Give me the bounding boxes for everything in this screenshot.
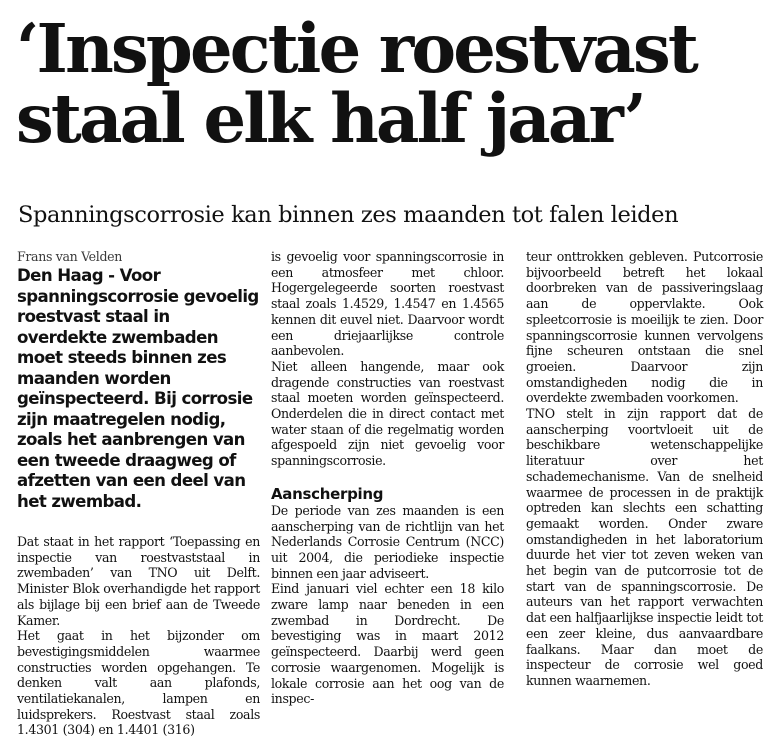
body-paragraph: Dat staat in het rapport ‘Toepassing en inspectie van roestvaststaal in zwembaden’ van TNO uit Delft. Minister Blok overhandigde het rapport als bijlage bij een brief aan de Tweede Kamer. (17, 534, 260, 628)
body-paragraph: Niet alleen hangende, maar ook dragende constructies van roestvast staal moeten worden geïnspecteerd. Onderdelen die in direct contact met water staan of die regelmatig worden afgespoeld zijn niet gevoelig voor spanningscorrosie. (271, 358, 504, 469)
body-paragraph: De periode van zes maanden is een aanscherping van de richtlijn van het Nederlands Corrosie Centrum (NCC) uit 2004, die periodieke inspectie binnen een jaar adviseert. (271, 502, 504, 581)
lead-paragraph (17, 266, 260, 512)
body-paragraph: is gevoelig voor spanningscorrosie in een atmosfeer met chloor. Hogergelegeerde soorten roestvast staal zoals 1.4529, 1.4547 en 1.4565 kennen dit euvel niet. Daarvoor wordt een driejaarlijkse controle aanbevolen. (271, 249, 504, 359)
section-heading: Aanscherping (271, 484, 384, 503)
body-paragraph: teur onttrokken gebleven. Putcorrosie bijvoorbeeld betreft het lokaal doorbreken van de passiveringslaag aan de oppervlakte. Ook spleetcorrosie is moeilijk te zien. Door spanningscorrosie kunnen vervolgens fijne scheuren ontstaan die snel groeien. Daarvoor zijn omstandigheden nodig die in overdekte zwembaden voorkomen. (526, 249, 763, 406)
dateline: Den Haag - (17, 266, 115, 285)
byline: Frans van Velden (17, 249, 123, 264)
body-paragraph: TNO stelt in zijn rapport dat de aanscherping voortvloeit uit de beschikbare wetenschappelijke literatuur over het schademechanisme. Van de snelheid waarmee de processen in de praktijk optreden kan slechts een schatting gemaakt worden. Onder zware omstandigheden in het laboratorium duurde het vier tot zeven weken van het begin van de putcorrosie tot de start van de spanningscorrosie. De auteurs van het rapport verwachten dat een halfjaarlijkse inspectie leidt tot een zeer kleine, dus aanvaardbare faalkans. Maar dan moet de inspecteur de corrosie wel goed kunnen waarnemen. (526, 406, 763, 688)
article-column-1 (17, 249, 260, 737)
headline-line-2: staal elk half jaar’ (16, 79, 644, 158)
article-column-3 (526, 249, 763, 689)
article-column-2 (271, 249, 504, 707)
headline (16, 9, 766, 158)
body-paragraph: Eind januari viel echter een 18 kilo zware lamp naar beneden in een zwembad in Dordrecht. De bevestiging was in maart 2012 geïnspecteerd. Daarbij werd geen corrosie waargenomen. Mogelijk is lokale corrosie aan het oog van de inspec- (271, 581, 504, 707)
headline-line-1: ‘Inspectie roestvast (16, 9, 697, 88)
subheadline: Spanningscorrosie kan binnen zes maanden tot falen leiden (18, 202, 679, 228)
lead-text: Voor spanningscorrosie gevoelig roestvast staal in overdekte zwembaden moet steeds binnen zes maanden worden geïnspecteerd. Bij corrosie zijn maatregelen nodig, zoals het aanbrengen van een tweede draagweg of afzetten van een deel van het zwembad. (17, 266, 259, 511)
body-paragraph: Het gaat in het bijzonder om bevestigingsmiddelen waarmee constructies worden opgehangen. Te denken valt aan plafonds, ventilatiekanalen, lampen en luidsprekers. Roestvast staal zoals 1.4301 (304) en 1.4401 (316) (17, 628, 260, 737)
